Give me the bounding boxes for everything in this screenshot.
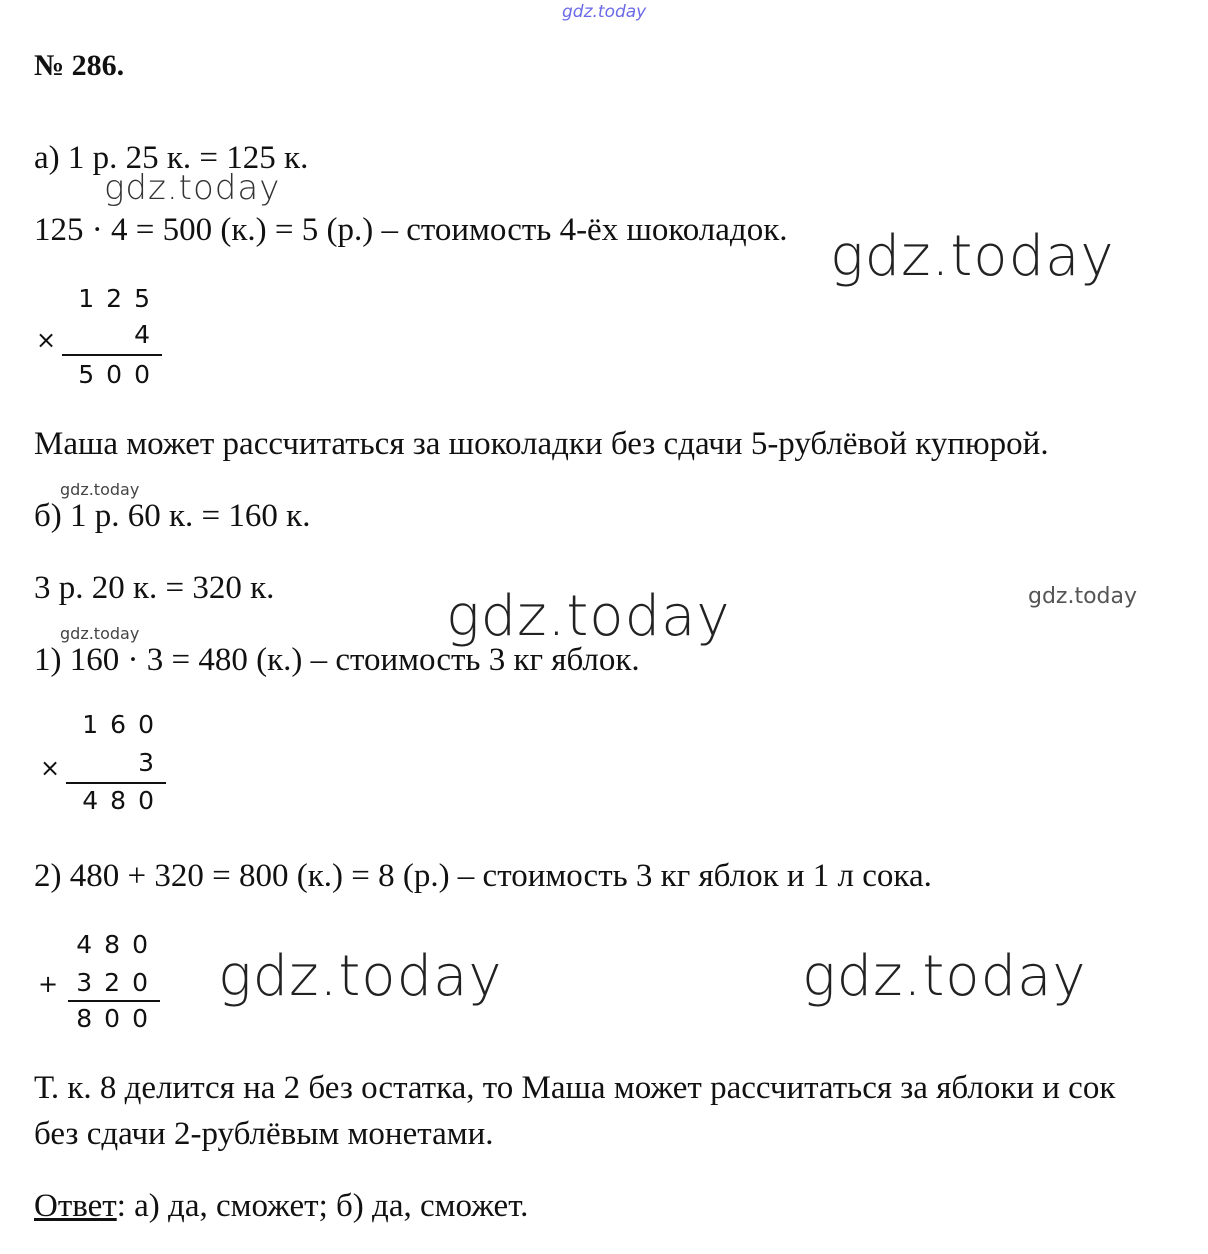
calc-result: 500	[78, 360, 162, 389]
watermark: gdz.today	[60, 624, 140, 643]
calc-top-operand: 125	[78, 284, 162, 313]
calc-bottom-operand: 320	[76, 968, 160, 997]
watermark: gdz.today	[446, 584, 731, 649]
column-multiplication-b	[34, 710, 166, 820]
part-a-conclusion: Маша может рассчитаться за шоколадки без сдачи 5-рублёвой купюрой.	[34, 426, 1049, 462]
plus-sign: +	[38, 970, 59, 998]
calc-top-operand: 480	[76, 930, 160, 959]
calc-rule	[66, 782, 166, 784]
calc-rule	[62, 354, 162, 356]
answer-label: Ответ	[34, 1188, 117, 1224]
answer-text: : а) да, сможет; б) да, сможет.	[116, 1188, 529, 1224]
problem-number: № 286.	[34, 49, 125, 82]
calc-result: 800	[76, 1004, 160, 1033]
calc-result: 480	[82, 786, 166, 815]
watermark: gdz.today	[1028, 584, 1138, 609]
multiply-sign: ×	[40, 754, 61, 782]
part-b-conclusion-line-2: без сдачи 2-рублёвым монетами.	[34, 1116, 494, 1152]
column-multiplication-a	[34, 284, 162, 394]
column-addition-b	[34, 930, 160, 1040]
multiply-sign: ×	[36, 326, 57, 354]
watermark: gdz.today	[104, 168, 281, 208]
part-a-conversion: а) 1 р. 25 к. = 125 к.	[34, 140, 309, 176]
calc-bottom-operand: 4	[134, 320, 162, 349]
part-b-conversion-2: 3 р. 20 к. = 320 к.	[34, 570, 275, 606]
calc-top-operand: 160	[82, 710, 166, 739]
watermark: gdz.today	[218, 944, 503, 1009]
calc-rule	[68, 1000, 160, 1002]
part-b-conclusion-line-1: Т. к. 8 делится на 2 без остатка, то Маша может рассчитаться за яблоки и сок	[34, 1070, 1116, 1106]
part-b-step-1: 1) 160 · 3 = 480 (к.) – стоимость 3 кг яблок.	[34, 642, 640, 678]
calc-bottom-operand: 3	[138, 748, 166, 777]
watermark: gdz.today	[830, 224, 1115, 289]
part-b-conversion-1: б) 1 р. 60 к. = 160 к.	[34, 498, 311, 534]
part-b-step-2: 2) 480 + 320 = 800 (к.) = 8 (р.) – стоимость 3 кг яблок и 1 л сока.	[34, 858, 932, 894]
part-a-calculation: 125 · 4 = 500 (к.) = 5 (р.) – стоимость 4-ёх шоколадок.	[34, 212, 788, 248]
watermark: gdz.today	[802, 944, 1087, 1009]
answer	[34, 1186, 528, 1226]
watermark: gdz.today	[562, 2, 647, 22]
watermark: gdz.today	[60, 480, 140, 499]
